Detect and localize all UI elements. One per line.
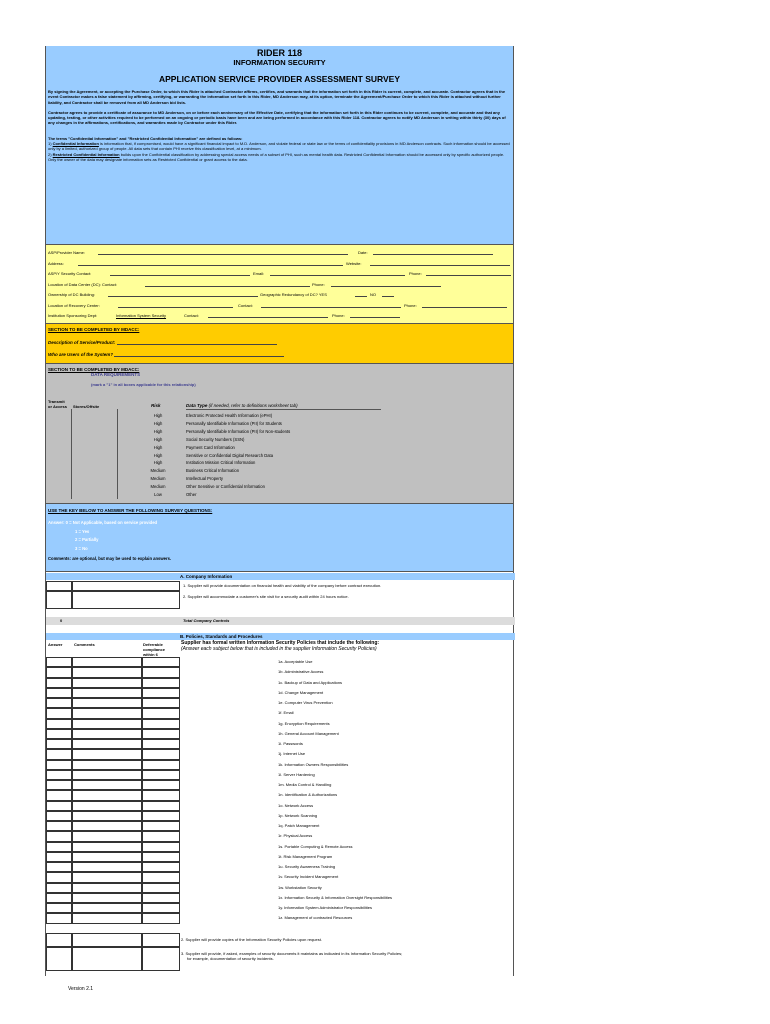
comment-cell-B10[interactable]	[72, 749, 142, 759]
dc-ownership-label: Ownership of DC Building:	[48, 292, 95, 297]
risk-level: High	[153, 460, 163, 466]
column-divider-2	[117, 409, 118, 499]
risk-level: High	[153, 452, 163, 458]
answer-cell-B19[interactable]	[46, 842, 72, 852]
col-access: or Access	[48, 404, 67, 409]
data-type-label: Social Security Numbers (SSN)	[186, 436, 245, 442]
data-type-divider	[186, 409, 381, 410]
comment-cell-B3[interactable]	[72, 678, 142, 688]
policy-item: 1p. Network Scanning	[278, 812, 318, 818]
column-divider-1	[71, 409, 72, 499]
policy-item: 1b. Administrative Access	[278, 669, 324, 675]
deferrable-cell-B23[interactable]	[142, 883, 180, 893]
deferrable-cell-B20[interactable]	[142, 852, 180, 862]
security-contact-field[interactable]	[110, 272, 250, 276]
sponsor-phone-field[interactable]	[350, 314, 400, 318]
rider-subtitle: INFORMATION SECURITY	[233, 58, 326, 67]
answer-cell-B27[interactable]	[46, 933, 72, 947]
deferrable-cell-B6[interactable]	[142, 708, 180, 718]
comment-cell-B8[interactable]	[72, 729, 142, 739]
answer-cell-B17[interactable]	[46, 821, 72, 831]
policy-item: 1n. Identification & Authorizations	[278, 792, 338, 798]
asp-name-field[interactable]	[98, 251, 348, 255]
date-label: Date:	[358, 250, 368, 255]
key-2: 2 = Partially	[75, 537, 99, 542]
answer-cell-B28[interactable]	[46, 947, 72, 971]
risk-level: High	[153, 420, 163, 426]
answer-cell-B5[interactable]	[46, 698, 72, 708]
comment-cell-B17[interactable]	[72, 821, 142, 831]
risk-level: Medium	[150, 484, 166, 490]
deferrable-cell-B12[interactable]	[142, 770, 180, 780]
risk-level: High	[153, 413, 163, 418]
policy-item: 1z. Management of contracted Resources	[278, 915, 353, 921]
version-label: Version 2.1	[68, 986, 94, 992]
comment-cell-B9[interactable]	[72, 739, 142, 749]
recovery-contact-field[interactable]	[261, 304, 401, 308]
deferrable-cell-B10[interactable]	[142, 749, 180, 759]
data-type-label: Payment Card Information	[186, 444, 235, 450]
risk-level: High	[153, 436, 163, 442]
comment-cell-B16[interactable]	[72, 811, 142, 821]
comment-cell-A1[interactable]	[72, 581, 180, 591]
col-risk: Risk	[151, 403, 161, 408]
deferrable-cell-B16[interactable]	[142, 811, 180, 821]
sectionA-total-row	[46, 617, 515, 625]
key-0: Answer: 0 = Not Applicable, based on service provided	[48, 520, 158, 525]
deferrable-cell-B28[interactable]	[142, 947, 180, 971]
answer-cell-B1[interactable]	[46, 657, 72, 667]
system-users: Who are Users of the System?	[48, 352, 511, 357]
answer-cell-B13[interactable]	[46, 780, 72, 790]
recovery-center-label: Location of Recovery Center:	[48, 302, 100, 308]
deferrable-cell-B15[interactable]	[142, 801, 180, 811]
data-type-label: Business Critical Information	[186, 468, 240, 474]
survey-sheet	[45, 46, 514, 976]
policy-item: 1u. Security Awareness Training	[278, 864, 336, 869]
answer-cell-B15[interactable]	[46, 801, 72, 811]
comment-cell-B12[interactable]	[72, 770, 142, 780]
deferrable-cell-B25[interactable]	[142, 903, 180, 913]
comment-cell-B28[interactable]	[72, 947, 142, 971]
sponsor-dept-value: Information System Security	[116, 313, 167, 318]
data-type-label: Intellectual Property	[186, 476, 224, 482]
deferrable-cell-B24[interactable]	[142, 893, 180, 903]
risk-level: High	[153, 428, 163, 434]
question-B3: 3. Supplier will provide, if asked, examples of security documents it maintains as indicated in its Information Security Policies;	[181, 951, 403, 956]
answer-cell-B4[interactable]	[46, 688, 72, 698]
policy-item: 1x. Information Security & Information Oversight Responsibilities	[278, 894, 393, 900]
col-stores: Stores/Offsite	[73, 404, 100, 409]
risk-level: Medium	[150, 476, 166, 482]
deferrable-cell-B13[interactable]	[142, 780, 180, 790]
answer-cell-B8[interactable]	[46, 729, 72, 739]
answer-cell-B20[interactable]	[46, 852, 72, 862]
answer-cell-B14[interactable]	[46, 790, 72, 800]
address-label: Address:	[48, 260, 64, 266]
policy-item: 1h. General Account Management	[278, 730, 339, 736]
deferrable-cell-B9[interactable]	[142, 739, 180, 749]
comment-cell-B24[interactable]	[72, 893, 142, 903]
affirmation-paragraph: By signing the Agreement, or accepting the Purchase Order, to which this Rider is attached Contractor affirms, certifies, and warrants that the information set forth in this Rider is current, complete, and accurate. Contractor agrees that in the event Contractor makes a false statement by affirming, certifying, or warranting the information set forth in this Rider, MD Anderson may, at its option, terminate the Agreement/Purchase Order to which this Rider is attached without further liability, and Contractor shall be removed from all MD Anderson bid lists.	[48, 89, 506, 105]
definition-confidential: 1) Confidential Information is information that, if compromised, would have a significant financial impact to M.D. Anderson, and violate federal or state law or the terms of confidentiality provisions in MD Anderson contracts. Such information should be accessed only by a limited, authorized group of people. All data sets that contain PHI receive this classification level, at a minimum.	[48, 141, 510, 152]
key-comments: Comments: are optional, but may be used to explain answers.	[48, 556, 172, 561]
policy-item: 1y. Information System Administrator Responsibilities	[278, 905, 372, 910]
website-label: Website:	[346, 260, 362, 266]
mdacc-section-title-2: SECTION TO BE COMPLETED BY MDACC:	[48, 367, 140, 372]
definitions-intro: The terms "Confidential Information" and "Restricted Confidential Information" are defined as follows:	[48, 135, 243, 141]
date-field[interactable]	[373, 251, 493, 255]
phone-field[interactable]	[426, 272, 511, 276]
answer-cell-B24[interactable]	[46, 893, 72, 903]
question-B1-note: (Answer each subject below that is included in the supplier Information Security Policies)	[181, 646, 377, 652]
deferrable-cell-B27[interactable]	[142, 933, 180, 947]
answer-cell-B18[interactable]	[46, 831, 72, 841]
comment-cell-B11[interactable]	[72, 760, 142, 770]
comment-cell-B2[interactable]	[72, 667, 142, 677]
mdacc-service-section	[46, 324, 513, 364]
answer-cell-B16[interactable]	[46, 811, 72, 821]
deferrable-cell-B26[interactable]	[142, 913, 180, 923]
deferrable-cell-B2[interactable]	[142, 667, 180, 677]
service-description-field[interactable]	[117, 341, 277, 345]
sponsor-dept-label: Institution Sponsoring Dept:	[48, 313, 98, 318]
policy-item: 1m. Media Control & Handling	[278, 782, 332, 787]
policy-item: 1e. Computer Virus Prevention	[278, 700, 333, 705]
answer-cell-B2[interactable]	[46, 667, 72, 677]
deferrable-cell-B1[interactable]	[142, 657, 180, 667]
data-requirements-section	[46, 364, 513, 504]
question-A2: 2. Supplier will accommodate a customer's site visit for a security audit within 24 hours notice.	[183, 594, 349, 599]
deferrable-cell-B17[interactable]	[142, 821, 180, 831]
question-B3-example: for example, documentation of security incidents.	[187, 956, 274, 961]
policy-item: 1l. Server Hardening	[278, 771, 315, 777]
policy-item: 1f. Email	[278, 710, 294, 716]
answer-cell-B6[interactable]	[46, 708, 72, 718]
sectionB-comments-header: Comments	[74, 642, 95, 647]
data-type-label: Other	[186, 492, 197, 497]
rider-title: RIDER 118	[256, 48, 303, 58]
answer-cell-A2[interactable]	[46, 591, 72, 609]
deferrable-cell-B7[interactable]	[142, 719, 180, 729]
comment-cell-B19[interactable]	[72, 842, 142, 852]
dc-ownership-field[interactable]	[108, 293, 258, 297]
email-field[interactable]	[270, 272, 405, 276]
email-label: Email:	[253, 271, 265, 276]
sectionB-answer-header: Answer	[48, 642, 63, 647]
comment-cell-B1[interactable]	[72, 657, 142, 667]
sectionB-title: B. Policies, Standards and Procedures	[46, 633, 515, 640]
question-B2: 2. Supplier will provide copies of the Information Security Policies upon request.	[181, 937, 322, 942]
survey-questions	[46, 572, 513, 976]
risk-level: High	[153, 444, 163, 450]
deferrable-cell-B18[interactable]	[142, 831, 180, 841]
policy-item: 1j. Internet Use	[278, 751, 306, 757]
comment-cell-B5[interactable]	[72, 698, 142, 708]
comment-cell-B6[interactable]	[72, 708, 142, 718]
deferrable-cell-B19[interactable]	[142, 842, 180, 852]
question-B1: Supplier has formal written Information Security Policies that include the following:	[181, 640, 380, 646]
policy-item: 1r. Physical Access	[278, 833, 313, 839]
policy-item: 1d. Change Management	[278, 689, 324, 695]
deferrable-header: Deferrable compliance within 6	[143, 642, 166, 657]
certificate-paragraph: Contractor agrees to provide a certificate of assurance to MD Anderson, on or before each anniversary of the Effective Date, certifying that the information set forth in this Rider continues to be current, complete, and accurate and that any updating, testing, or other activities required to be performed on an ongoing or periodic basis have been and are being performed in accordance with this Rider 118. Contractor agrees to notify MD Anderson in writing within thirty (30) days of any changes in the affirmations, certifications, and warranties made by Contractor under this Rider.	[48, 109, 506, 126]
policy-item: 1v. Security Incident Management	[278, 874, 339, 880]
comment-cell-B13[interactable]	[72, 780, 142, 790]
comment-cell-B22[interactable]	[72, 872, 142, 882]
deferrable-cell-B3[interactable]	[142, 678, 180, 688]
data-type-label: Electronic Protected Health Information (ePHI)	[186, 413, 273, 418]
comment-cell-B20[interactable]	[72, 852, 142, 862]
policy-item: 1q. Patch Management	[278, 823, 320, 828]
risk-level: Medium	[150, 468, 166, 474]
answer-cell-B26[interactable]	[46, 913, 72, 923]
definition-restricted: 2) Restricted Confidential Information builds upon the Confidential classification by addressing special access needs of a subset of PHI, such as mental health data. Restricted Confidential Information should be accessed only by specific authorized people. Only the owner of the data may designate information sets as Restricted Confidential or grant access to the data.	[48, 151, 505, 162]
answer-cell-B7[interactable]	[46, 719, 72, 729]
sectionA-total-value: 0	[60, 618, 63, 623]
recovery-phone-field[interactable]	[422, 304, 507, 308]
answer-cell-B3[interactable]	[46, 678, 72, 688]
data-requirements-note: (mark a "1" in all boxes applicable for this relationship)	[91, 381, 196, 387]
deferrable-cell-B4[interactable]	[142, 688, 180, 698]
dc-phone-label: Phone:	[312, 281, 325, 287]
data-type-label: Other Sensitive or Confidential Information	[186, 484, 265, 490]
key-3: 3 = No	[75, 545, 88, 551]
data-type-label: Sensitive or Confidential Digital Research Data	[186, 452, 274, 458]
key-title: USE THE KEY BELOW TO ANSWER THE FOLLOWING SURVEY QUESTIONS:	[48, 508, 213, 513]
mdacc-section-title: SECTION TO BE COMPLETED BY MDACC:	[48, 327, 140, 332]
answer-cell-A1[interactable]	[46, 581, 72, 591]
comment-cell-B4[interactable]	[72, 688, 142, 698]
deferrable-cell-B11[interactable]	[142, 760, 180, 770]
question-A1: 1. Supplier will provide documentation on financial health and viability of the company before contract execution.	[183, 583, 382, 588]
data-requirements-title: DATA REQUIREMENTS	[91, 372, 141, 377]
service-description: Description of Service/Product:	[48, 340, 511, 345]
answer-cell-B23[interactable]	[46, 883, 72, 893]
policy-item: 1i. Passwords	[278, 741, 303, 746]
col-transmit: Transmit	[48, 399, 65, 404]
comment-cell-A2[interactable]	[72, 591, 180, 609]
key-1: 1 = Yes	[75, 528, 90, 534]
risk-level: Low	[154, 492, 162, 497]
comment-cell-B15[interactable]	[72, 801, 142, 811]
policy-item: 1k. Information Owners Responsibilities	[278, 761, 349, 767]
policy-item: 1c. Backup of Data and Applications	[278, 679, 343, 685]
policy-item: 1s. Portable Computing & Remote Access	[278, 843, 353, 849]
comment-cell-B18[interactable]	[72, 831, 142, 841]
answer-cell-B10[interactable]	[46, 749, 72, 759]
survey-title: APPLICATION SERVICE PROVIDER ASSESSMENT SURVEY	[158, 74, 401, 84]
data-type-label: Personally Identifiable Information (PII) for Non-students	[186, 428, 291, 434]
comment-cell-B27[interactable]	[72, 933, 142, 947]
dc-location-label: Location of Data Center (DC): Contact:	[48, 281, 117, 287]
recovery-center-field[interactable]	[118, 304, 233, 308]
geo-no-field[interactable]	[382, 293, 394, 297]
policy-item: 1g. Encryption Requirements	[278, 720, 330, 726]
deferrable-cell-B22[interactable]	[142, 872, 180, 882]
policy-item: 1w. Workstation Security	[278, 884, 322, 890]
answer-cell-B21[interactable]	[46, 862, 72, 872]
recovery-phone-label: Phone:	[404, 302, 417, 308]
dc-contact-field[interactable]	[145, 283, 310, 287]
answer-cell-B22[interactable]	[46, 872, 72, 882]
deferrable-cell-B5[interactable]	[142, 698, 180, 708]
system-users-field[interactable]	[114, 353, 284, 357]
recovery-contact-label: Contact:	[238, 302, 253, 308]
comment-cell-B21[interactable]	[72, 862, 142, 872]
sponsor-contact-label: Contact:	[184, 313, 199, 318]
sectionA-title: A. Company Information	[46, 573, 515, 580]
answer-cell-B25[interactable]	[46, 903, 72, 913]
sponsor-contact-field[interactable]	[208, 314, 328, 318]
sponsor-phone-label: Phone:	[332, 313, 345, 318]
deferrable-cell-B14[interactable]	[142, 790, 180, 800]
comment-cell-B23[interactable]	[72, 883, 142, 893]
comment-cell-B14[interactable]	[72, 790, 142, 800]
dc-phone-field[interactable]	[331, 283, 441, 287]
geo-yes-field[interactable]	[355, 293, 367, 297]
policy-item: 1a. Acceptable Use	[278, 659, 313, 664]
deferrable-cell-B8[interactable]	[142, 729, 180, 739]
policy-item: 1o. Network Access	[278, 802, 314, 808]
website-field[interactable]	[370, 262, 510, 266]
provider-form	[46, 245, 513, 324]
asp-name-label: ASP/Provider Name:	[48, 250, 85, 255]
rider-header	[46, 46, 513, 245]
geo-no-label: NO	[370, 292, 376, 297]
security-contact-label: ASP/Y Security Contact:	[48, 271, 92, 276]
col-data-type: Data Type (if needed, refer to definitions worksheet tab)	[186, 403, 298, 408]
comment-cell-B26[interactable]	[72, 913, 142, 923]
geo-redundancy-label: Geographic Redundancy of DC? YES	[260, 292, 327, 297]
answer-cell-B9[interactable]	[46, 739, 72, 749]
comment-cell-B25[interactable]	[72, 903, 142, 913]
data-type-label: Institution Mission Critical Information	[186, 460, 256, 466]
sectionA-total-label: Total Company Controls	[183, 618, 230, 623]
phone-label: Phone:	[409, 271, 422, 276]
answer-cell-B11[interactable]	[46, 760, 72, 770]
policy-item: 1t. Risk Management Program	[278, 853, 333, 859]
comment-cell-B7[interactable]	[72, 719, 142, 729]
deferrable-cell-B21[interactable]	[142, 862, 180, 872]
address-field[interactable]	[78, 262, 343, 266]
data-type-label: Personally Identifiable Information (PII) for Students	[186, 420, 282, 426]
answer-key	[46, 504, 513, 572]
answer-cell-B12[interactable]	[46, 770, 72, 780]
